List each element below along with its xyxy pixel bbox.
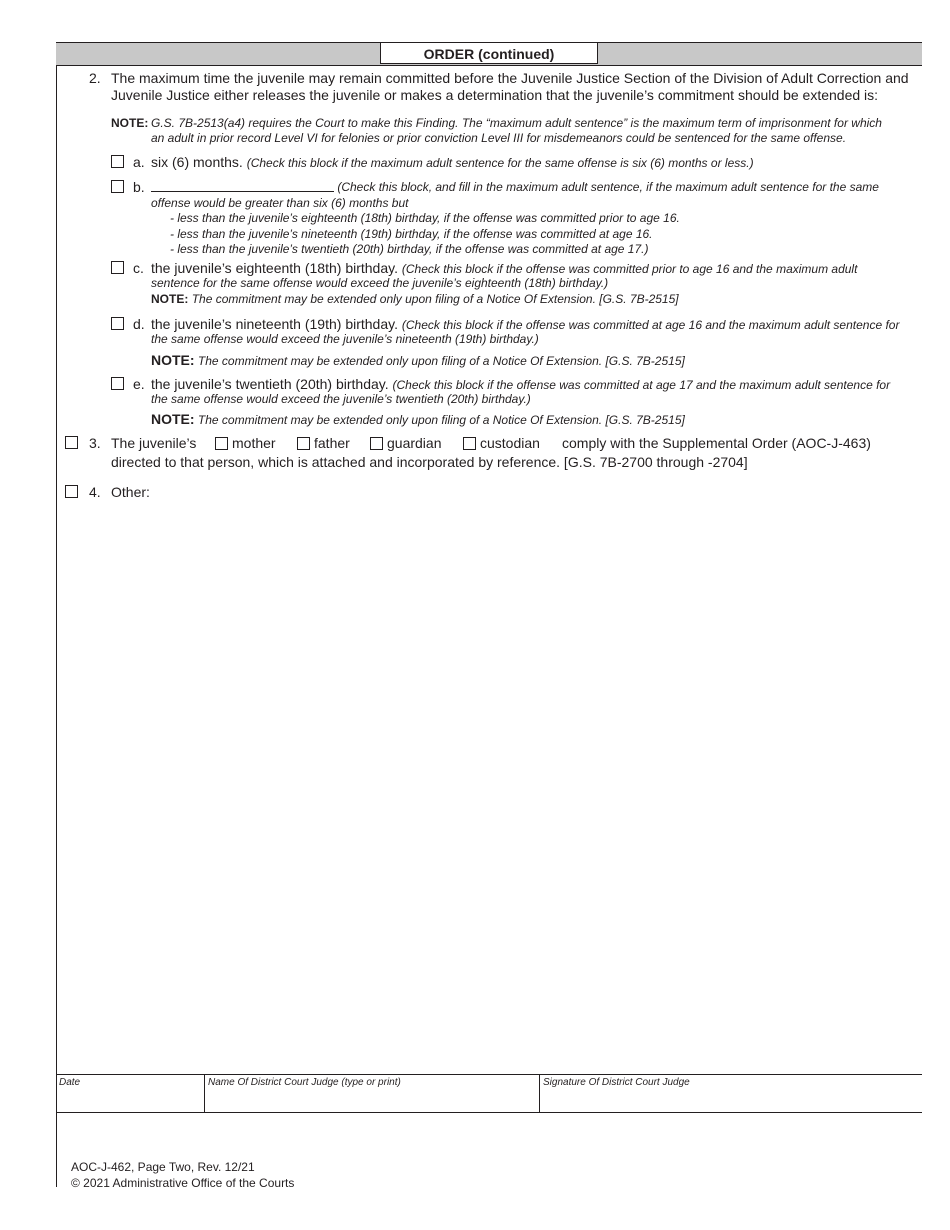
item-4-label: Other: <box>111 484 150 500</box>
option-d-note <box>151 352 685 368</box>
item-2-text-line1: The maximum time the juvenile may remain committed before the Juvenile Justice Section of the Division of Adult Correction and <box>111 70 909 86</box>
item-4-checkbox[interactable] <box>65 485 78 498</box>
option-d-note-text: The commitment may be extended only upon filing of a Notice Of Extension. [G.S. 7B-2515] <box>197 354 685 368</box>
date-label: Date <box>59 1077 81 1088</box>
option-a-instruction: (Check this block if the maximum adult sentence for the same offense is six (6) months or less.) <box>246 156 754 170</box>
judge-name-label: Name Of District Court Judge (type or print) <box>208 1077 401 1088</box>
option-c-letter: c. <box>133 260 144 276</box>
guardian-option[interactable] <box>370 435 442 451</box>
note-text-line2: an adult in prior record Level VI for felonies or prior conviction Level III for misdemeanors could be sentenced for the same offense. <box>151 131 847 145</box>
option-b-letter: b. <box>133 179 145 195</box>
option-d-letter: d. <box>133 316 145 332</box>
form-id: AOC-J-462, Page Two, Rev. 12/21 <box>71 1160 255 1174</box>
option-d-checkbox[interactable] <box>111 317 124 330</box>
option-c-instruction-line1: (Check this block if the offense was committed prior to age 16 and the maximum adult <box>401 262 858 276</box>
judge-name-field[interactable] <box>205 1075 540 1112</box>
custodian-checkbox[interactable] <box>463 437 476 450</box>
option-e-note-text: The commitment may be extended only upon filing of a Notice Of Extension. [G.S. 7B-2515] <box>197 413 685 427</box>
option-a-label: six (6) months. <box>151 154 243 170</box>
option-c-instruction-line2: sentence for the same offense would exceed the juvenile’s eighteenth (18th) birthday.) <box>151 276 609 290</box>
date-field[interactable] <box>56 1075 205 1112</box>
father-option[interactable] <box>297 435 350 451</box>
option-e-note-label: NOTE: <box>151 411 195 427</box>
item-3-checkbox[interactable] <box>65 436 78 449</box>
option-e-letter: e. <box>133 376 145 392</box>
option-a-row <box>151 154 754 170</box>
item-2-number: 2. <box>89 70 101 86</box>
father-checkbox[interactable] <box>297 437 310 450</box>
item-3-number: 3. <box>89 435 101 451</box>
judge-signature-label: Signature Of District Court Judge <box>543 1077 690 1088</box>
option-b-checkbox[interactable] <box>111 180 124 193</box>
option-c-note <box>151 292 679 306</box>
option-a-letter: a. <box>133 154 145 170</box>
father-label: father <box>314 435 350 451</box>
guardian-checkbox[interactable] <box>370 437 383 450</box>
option-e-label: the juvenile’s twentieth (20th) birthday. <box>151 376 389 392</box>
option-c-checkbox[interactable] <box>111 261 124 274</box>
copyright: © 2021 Administrative Office of the Courts <box>71 1176 295 1190</box>
option-b-row <box>151 180 879 194</box>
option-b-bullet3: - less than the juvenile’s twentieth (20th) birthday, if the offense was committed at age 17.) <box>170 242 649 256</box>
item-4-number: 4. <box>89 484 101 500</box>
judge-signature-field[interactable] <box>540 1075 922 1112</box>
option-c-label: the juvenile’s eighteenth (18th) birthday. <box>151 260 398 276</box>
option-d-note-label: NOTE: <box>151 352 195 368</box>
option-c-note-label: NOTE: <box>151 292 189 306</box>
other-text-area[interactable] <box>160 500 915 1060</box>
item-3-prefix: The juvenile’s <box>111 435 197 451</box>
page-title: ORDER (continued) <box>380 42 598 64</box>
mother-checkbox[interactable] <box>215 437 228 450</box>
option-e-instruction-line2: the same offense would exceed the juvenile’s twentieth (20th) birthday.) <box>151 392 531 406</box>
option-e-checkbox[interactable] <box>111 377 124 390</box>
option-d-row <box>151 316 899 332</box>
note-label: NOTE: <box>111 116 149 130</box>
item-2-text-line2: Juvenile Justice either releases the juvenile or makes a determination that the juvenile’s commitment should be extended is: <box>111 87 879 103</box>
item-3-suffix: comply with the Supplemental Order (AOC-J-463) <box>562 435 871 451</box>
option-e-row <box>151 376 890 392</box>
custodian-option[interactable] <box>463 435 540 451</box>
mother-option[interactable] <box>215 435 276 451</box>
option-b-bullet1: - less than the juvenile’s eighteenth (18th) birthday, if the offense was committed prior to age 16. <box>170 211 680 225</box>
signature-block <box>56 1074 922 1113</box>
option-a-checkbox[interactable] <box>111 155 124 168</box>
option-e-instruction-line1: (Check this block if the offense was committed at age 17 and the maximum adult sentence for <box>392 378 891 392</box>
option-e-note <box>151 411 685 427</box>
mother-label: mother <box>232 435 276 451</box>
custodian-label: custodian <box>480 435 540 451</box>
option-d-instruction-line1: (Check this block if the offense was committed at age 16 and the maximum adult sentence for <box>401 318 900 332</box>
option-b-bullet2: - less than the juvenile’s nineteenth (19th) birthday, if the offense was committed at age 16. <box>170 227 653 241</box>
note-text-line1: G.S. 7B-2513(a4) requires the Court to make this Finding. The “maximum adult sentence” is the maximum term of imprisonment for which <box>151 116 882 130</box>
max-sentence-field[interactable] <box>151 180 334 192</box>
option-d-label: the juvenile’s nineteenth (19th) birthday. <box>151 316 398 332</box>
option-c-row <box>151 260 857 276</box>
option-b-instruction-line1: (Check this block, and fill in the maximum adult sentence, if the maximum adult sentence for the same <box>337 180 879 194</box>
option-d-instruction-line2: the same offense would exceed the juvenile’s nineteenth (19th) birthday.) <box>151 332 539 346</box>
item-3-line2: directed to that person, which is attached and incorporated by reference. [G.S. 7B-2700 through -2704] <box>111 454 748 470</box>
guardian-label: guardian <box>387 435 442 451</box>
option-b-instruction-line2: offense would be greater than six (6) months but <box>151 196 409 210</box>
option-c-note-text: The commitment may be extended only upon filing of a Notice Of Extension. [G.S. 7B-2515] <box>191 292 679 306</box>
